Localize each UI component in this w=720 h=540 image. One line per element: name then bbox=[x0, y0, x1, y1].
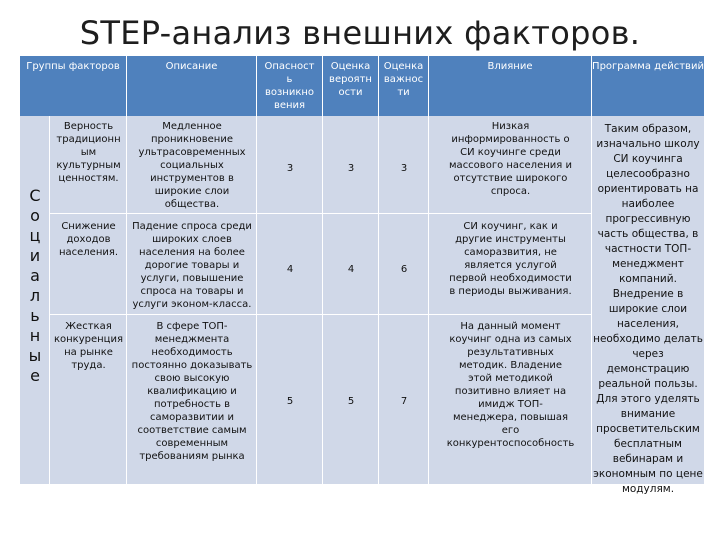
action-program-line: широкие слои bbox=[608, 303, 688, 315]
group-letter: н bbox=[29, 326, 41, 345]
row3-influence-line: коучинг одна из самых bbox=[449, 334, 572, 345]
header-probability-line: ости bbox=[338, 87, 363, 98]
group-label-social bbox=[20, 116, 50, 484]
row3-influence-line: На данный момент bbox=[460, 321, 561, 332]
row2-probability: 4 bbox=[347, 264, 355, 275]
row2-influence-line: в периоды выживания. bbox=[449, 286, 572, 297]
group-letter: ц bbox=[29, 226, 41, 245]
row3-description-line: свою высокую bbox=[154, 373, 230, 384]
page-title: STEP-анализ внешних факторов. bbox=[79, 14, 641, 52]
header-importance-line: Оценка bbox=[383, 61, 424, 72]
header-importance-line: ти bbox=[397, 87, 410, 98]
row2-description bbox=[127, 220, 257, 311]
row1-influence-line: СИ коучинге среди bbox=[460, 147, 561, 158]
group-letter: ы bbox=[28, 346, 42, 365]
action-program-line: вебинарам и bbox=[612, 453, 684, 465]
row2-danger: 4 bbox=[286, 264, 294, 275]
action-program-line: часть общества, в bbox=[597, 228, 699, 240]
row3-factor bbox=[50, 320, 127, 372]
action-program-line: СИ коучинга bbox=[613, 153, 683, 165]
row3-importance: 7 bbox=[400, 396, 408, 407]
row2-description-line: населения на более bbox=[139, 247, 245, 258]
header-danger-line: возникно bbox=[264, 87, 315, 98]
row1-description-line: общества. bbox=[164, 199, 220, 210]
row3-factor-line: Жесткая bbox=[65, 321, 112, 332]
row3-influence-line: этой методикой bbox=[468, 373, 553, 384]
header-probability-line: Оценка bbox=[330, 61, 371, 72]
action-program-line: через bbox=[632, 348, 664, 360]
action-program-line: демонстрацию bbox=[606, 363, 690, 375]
group-letter: о bbox=[30, 206, 40, 225]
group-letter: л bbox=[29, 286, 41, 305]
row1-danger: 3 bbox=[286, 163, 294, 174]
header-danger-line: Опасност bbox=[264, 61, 315, 72]
action-program-line: компаний. bbox=[619, 273, 677, 285]
row3-probability: 5 bbox=[347, 396, 355, 407]
row3-description-line: менеджмента bbox=[154, 334, 230, 345]
action-program-line: внимание bbox=[620, 408, 676, 420]
row1-description-line: ультрасовременных bbox=[138, 147, 246, 158]
row1-influence bbox=[429, 120, 592, 198]
row1-influence-line: Низкая bbox=[491, 121, 530, 132]
action-program-line: менеджмент bbox=[612, 258, 684, 270]
row3-influence bbox=[429, 320, 592, 450]
action-program-line: реальной пользы. bbox=[598, 378, 698, 390]
row2-influence-line: является услугой bbox=[464, 260, 557, 271]
row3-description-line: необходимость bbox=[151, 347, 233, 358]
header-influence: Влияние bbox=[429, 56, 592, 116]
row3-influence-line: его bbox=[501, 425, 520, 436]
row1-description-line: социальных bbox=[160, 160, 224, 171]
header-importance bbox=[379, 56, 429, 116]
row1-influence-line: информированность о bbox=[451, 134, 570, 145]
row2-importance: 6 bbox=[400, 264, 408, 275]
action-program-line: изначально школу bbox=[596, 138, 700, 150]
row3-factor-line: труда. bbox=[71, 360, 106, 371]
row1-influence-line: спроса. bbox=[490, 186, 531, 197]
row1-factor-line: ым bbox=[80, 147, 97, 158]
row2-influence bbox=[429, 220, 592, 298]
row1-influence-line: отсутствие широкого bbox=[453, 173, 568, 184]
row3-description-line: В сфере ТОП- bbox=[156, 321, 228, 332]
row3-description-line: требованиям рынка bbox=[139, 451, 245, 462]
row3-description bbox=[127, 320, 257, 463]
row3-influence-line: конкурентоспособность bbox=[446, 438, 575, 449]
row3-influence-line: позитивно влияет на bbox=[454, 386, 567, 397]
group-letter: ь bbox=[30, 306, 40, 325]
action-program-line: населения, bbox=[616, 318, 680, 330]
action-program-line: бесплатным bbox=[614, 438, 682, 450]
action-program-line: наиболее bbox=[621, 198, 675, 210]
action-program bbox=[592, 122, 704, 497]
row1-description-line: Медленное bbox=[162, 121, 222, 132]
row3-description-line: потребность в bbox=[153, 399, 231, 410]
row2-description-line: Падение спроса среди bbox=[132, 221, 252, 232]
row1-influence-line: массового населения и bbox=[449, 160, 572, 171]
header-description: Описание bbox=[127, 56, 257, 116]
row3-factor-line: конкуренция bbox=[53, 334, 123, 345]
row1-description-line: широкие слои bbox=[154, 186, 230, 197]
action-program-line: частности ТОП- bbox=[604, 243, 692, 255]
row1-description bbox=[127, 120, 257, 211]
group-letter: С bbox=[29, 186, 41, 205]
action-program-line: Таким образом, bbox=[604, 123, 692, 135]
row3-influence-line: результативных bbox=[467, 347, 554, 358]
header-probability bbox=[323, 56, 379, 116]
row1-importance: 3 bbox=[400, 163, 408, 174]
group-letter: а bbox=[30, 266, 40, 285]
group-letter: е bbox=[30, 366, 40, 385]
row1-probability: 3 bbox=[347, 163, 355, 174]
action-program-line: ориентировать на bbox=[597, 183, 699, 195]
row2-description-line: спроса на товары и bbox=[140, 286, 244, 297]
header-danger bbox=[257, 56, 323, 116]
row3-description-line: постоянно доказывать bbox=[131, 360, 253, 371]
row2-influence-line: первой необходимости bbox=[449, 273, 572, 284]
row2-influence-line: другие инструменты bbox=[455, 234, 566, 245]
row2-influence-line: СИ коучинг, как и bbox=[463, 221, 558, 232]
action-program-line: прогрессивную bbox=[605, 213, 691, 225]
row2-factor bbox=[50, 220, 127, 259]
header-probability-line: вероятн bbox=[329, 74, 372, 85]
row1-factor-line: Верность bbox=[63, 121, 114, 132]
action-program-line: целесообразно bbox=[606, 168, 690, 180]
action-program-line: модулям. bbox=[621, 483, 675, 495]
header-program: Программа действий bbox=[592, 56, 704, 116]
row1-factor bbox=[50, 120, 127, 185]
group-letter: и bbox=[29, 246, 41, 265]
action-program-line: просветительским bbox=[596, 423, 700, 435]
step-analysis-table bbox=[20, 56, 704, 495]
row1-factor-line: ценностям. bbox=[58, 173, 119, 184]
row3-description-line: соответствие самым bbox=[137, 425, 247, 436]
action-program-line: необходимо делать bbox=[593, 333, 703, 345]
row3-influence-line: менеджера, повышая bbox=[452, 412, 569, 423]
row1-factor-line: культурным bbox=[56, 160, 121, 171]
row1-description-line: инструментов в bbox=[150, 173, 234, 184]
row2-factor-line: населения. bbox=[58, 247, 119, 258]
action-program-line: экономным по цене bbox=[593, 468, 703, 480]
row1-factor-line: традиционн bbox=[56, 134, 121, 145]
row2-influence-line: саморазвития, не bbox=[464, 247, 557, 258]
row3-description-line: квалификацию и bbox=[147, 386, 237, 397]
row3-description-line: современным bbox=[155, 438, 229, 449]
row3-influence-line: имидж ТОП- bbox=[478, 399, 543, 410]
row3-influence-line: методик. Владение bbox=[458, 360, 563, 371]
row3-description-line: саморазвитии и bbox=[150, 412, 234, 423]
header-importance-line: важнос bbox=[383, 74, 424, 85]
row2-description-line: дорогие товары и bbox=[144, 260, 240, 271]
row3-factor-line: на рынке bbox=[64, 347, 113, 358]
row2-factor-line: Снижение bbox=[61, 221, 116, 232]
header-danger-line: вения bbox=[273, 100, 306, 111]
row2-description-line: услуги, повышение bbox=[140, 273, 244, 284]
row1-description-line: проникновение bbox=[151, 134, 233, 145]
header-danger-line: ь bbox=[286, 74, 293, 85]
action-program-line: Для этого уделять bbox=[596, 393, 700, 405]
row2-factor-line: доходов bbox=[66, 234, 111, 245]
action-program-line: Внедрение в bbox=[612, 288, 684, 300]
row2-description-line: широких слоев bbox=[152, 234, 232, 245]
header-group: Группы факторов bbox=[20, 56, 127, 116]
row2-description-line: услуги эконом-класса. bbox=[132, 299, 252, 310]
row3-danger: 5 bbox=[286, 396, 294, 407]
